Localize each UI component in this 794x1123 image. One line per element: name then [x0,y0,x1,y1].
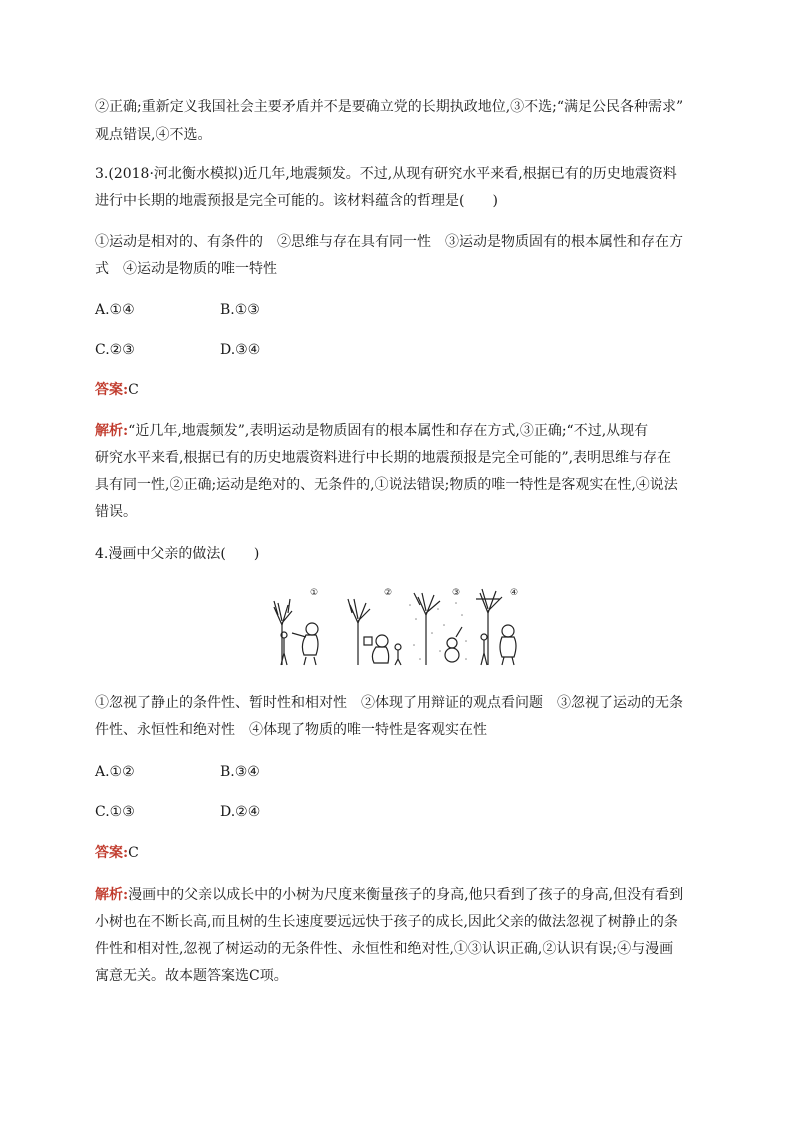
cartoon-label-4: ④ [510,588,519,598]
question-4-stem: 4.漫画中父亲的做法( ) [95,546,260,562]
cartoon-label-1: ① [310,588,319,598]
analysis-label: 解析: [95,423,129,439]
question-3-option-a: A.①④ [95,302,135,318]
question-3-statements-line-2: 式 ④运动是物质的唯一特性 [95,261,277,277]
question-4-option-a: A.①② [95,764,135,780]
question-3-analysis-line-2: 研究水平来看,根据已有的历史地震资料进行中长期的地震预报是完全可能的”,表明思维与存在 [95,450,672,466]
question-4-analysis-line-2: 小树也在不断长高,而且树的生长速度要远远快于孩子的成长,因此父亲的做法忽视了树静止的条 [95,914,678,930]
question-3-stem-line-2: 进行中长期的地震预报是完全可能的。该材料蕴含的哲理是( ) [95,193,498,209]
question-4-option-c: C.①③ [95,804,135,820]
question-3-stem-line-1: 3.(2018·河北衡水模拟)近几年,地震频发。不过,从现有研究水平来看,根据已有的历史地震资料 [95,166,677,182]
answer-value: C [128,845,139,861]
question-4-statements-line-1: ①忽视了静止的条件性、暂时性和相对性 ②体现了用辩证的观点看问题 ③忽视了运动的无条 [95,695,683,711]
question-3-option-d: D.③④ [220,342,261,358]
question-4-analysis-line-4: 寓意无关。故本题答案选C项。 [95,968,288,984]
question-3-answer [95,380,139,400]
father-measuring-child-cartoon [270,585,530,670]
question-3-option-c: C.②③ [95,342,135,358]
question-3-analysis-line-3: 具有同一性,②正确;运动是绝对的、无条件的,①说法错误;物质的唯一特性是客观实在性,④说法 [95,477,678,493]
prev-explanation-line-1: ②正确;重新定义我国社会主要矛盾并不是要确立党的长期执政地位,③不选;“满足公民各种需求” [95,99,684,115]
question-4-answer [95,843,139,863]
question-3-option-b: B.①③ [220,302,260,318]
answer-value: C [128,382,139,398]
cartoon-label-3: ③ [452,588,461,598]
question-4-option-b: B.③④ [220,764,260,780]
question-4-analysis-line-1: 解析:漫画中的父亲以成长中的小树为尺度来衡量孩子的身高,他只看到了孩子的身高,但没有看到 [95,887,684,903]
answer-label: 答案: [95,845,129,861]
cartoon-label-2: ② [384,588,393,598]
question-4-analysis-line-3: 件性和相对性,忽视了树运动的无条件性、永恒性和绝对性,①③认识正确,②认识有误;④与漫画 [95,941,674,957]
question-3-analysis-line-4: 错误。 [95,504,137,520]
prev-explanation-line-2: 观点错误,④不选。 [95,127,212,143]
question-3-statements-line-1: ①运动是相对的、有条件的 ②思维与存在具有同一性 ③运动是物质固有的根本属性和存在方 [95,234,683,250]
answer-label: 答案: [95,382,129,398]
question-4-option-d: D.②④ [220,804,261,820]
question-4-statements-line-2: 件性、永恒性和绝对性 ④体现了物质的唯一特性是客观实在性 [95,722,487,738]
analysis-label: 解析: [95,887,129,903]
question-3-analysis-line-1: 解析:“近几年,地震频发”,表明运动是物质固有的根本属性和存在方式,③正确;“不过,从现有 [95,423,649,439]
